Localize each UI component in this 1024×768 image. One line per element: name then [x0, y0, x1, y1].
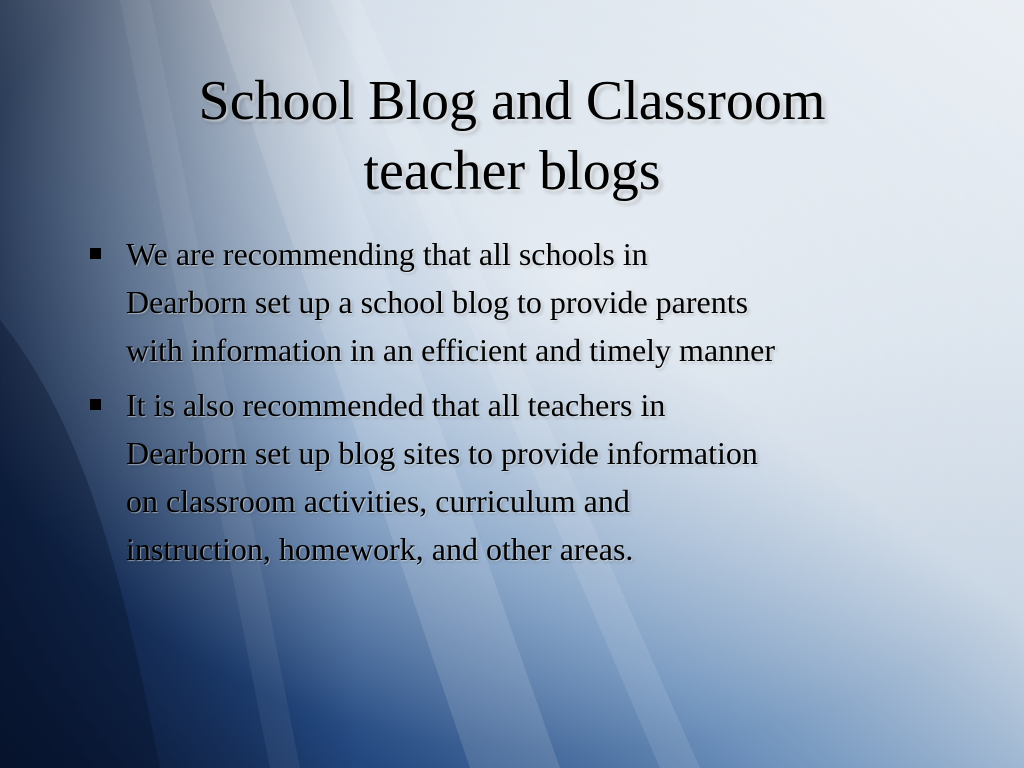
bullet-2-line-1: It is also recommended that all teachers in [126, 387, 666, 423]
bullet-2-line-3: on classroom activities, curriculum and [126, 483, 630, 519]
bullet-text-1 [126, 230, 948, 374]
bullet-1-line-3: with information in an efficient and timely manner [126, 332, 775, 368]
bullet-2-line-4: instruction, homework, and other areas. [126, 531, 634, 567]
title-line-2: teacher blogs [363, 140, 661, 202]
bullet-1-line-2: Dearborn set up a school blog to provide parents [126, 284, 749, 320]
title-line-1: School Blog and Classroom [198, 70, 826, 132]
square-bullet-icon [90, 399, 101, 410]
slide-title [60, 66, 964, 206]
bullet-list [88, 230, 948, 580]
bullet-1-line-1: We are recommending that all schools in [126, 236, 648, 272]
bullet-text-2 [126, 381, 948, 573]
bullet-item-1 [88, 230, 948, 374]
square-bullet-icon [90, 248, 101, 259]
bullet-item-2 [88, 381, 948, 573]
bullet-2-line-2: Dearborn set up blog sites to provide information [126, 435, 758, 471]
